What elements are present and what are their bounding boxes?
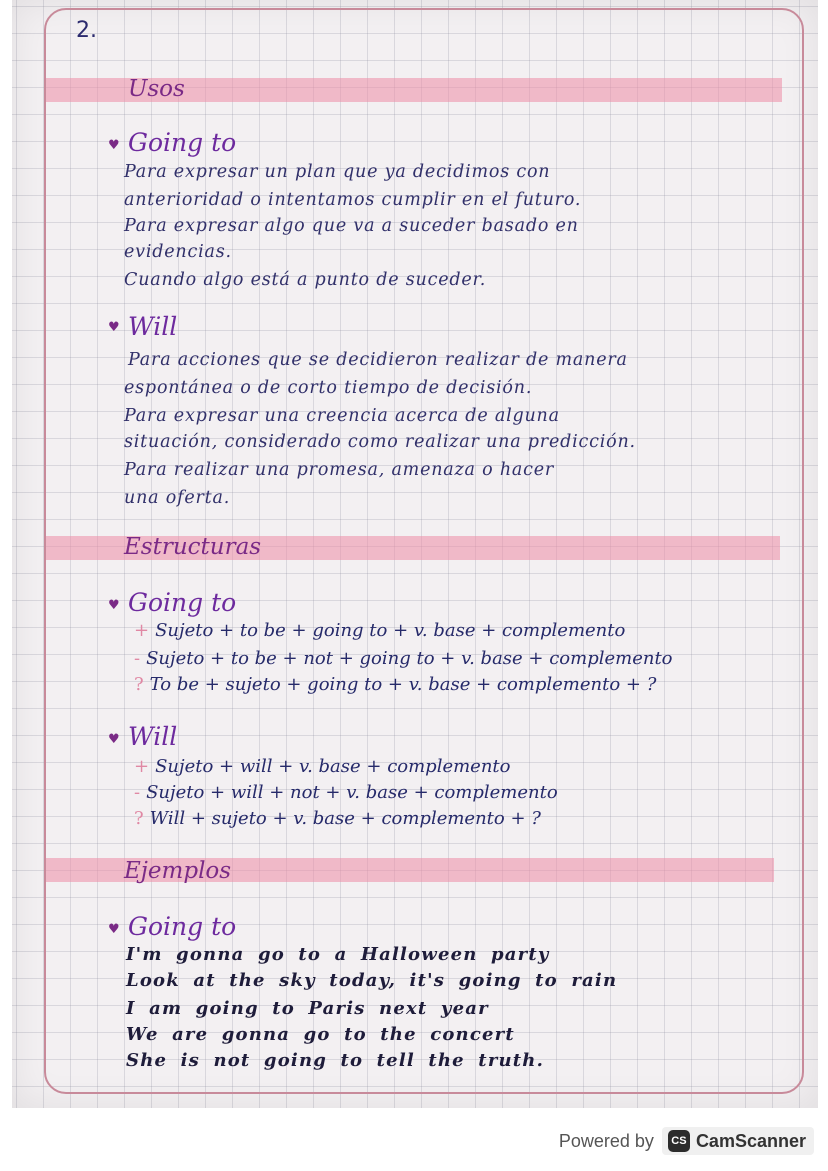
structure-negative bbox=[134, 782, 558, 803]
usos-going-to-line: anterioridad o intentamos cumplir en el futuro. bbox=[124, 190, 582, 210]
structure-affirmative bbox=[134, 620, 625, 641]
structure-text: Sujeto + will + v. base + complemento bbox=[155, 756, 511, 777]
page-number: 2. bbox=[76, 18, 97, 43]
subheading-usos-will: Will bbox=[128, 312, 178, 341]
heart-bullet-icon: ♥ bbox=[108, 922, 120, 937]
structure-text: Sujeto + to be + not + going to + v. base + complemento bbox=[146, 648, 673, 669]
heart-bullet-icon: ♥ bbox=[108, 598, 120, 613]
example-sentence: I'm gonna go to a Halloween party bbox=[126, 944, 550, 965]
camscanner-brand: CamScanner bbox=[695, 1130, 806, 1151]
usos-going-to-line: Para expresar un plan que ya decidimos con bbox=[124, 162, 551, 182]
structure-text: Sujeto + to be + going to + v. base + complemento bbox=[155, 620, 626, 641]
usos-will-line: situación, considerado como realizar una predicción. bbox=[124, 432, 636, 452]
heart-bullet-icon: ♥ bbox=[108, 732, 120, 747]
usos-going-to-line: Para expresar algo que va a suceder basado en bbox=[124, 216, 579, 236]
camscanner-watermark bbox=[559, 1124, 814, 1158]
minus-symbol: - bbox=[134, 648, 141, 669]
structure-text: Will + sujeto + v. base + complemento + ? bbox=[149, 808, 541, 829]
plus-symbol: + bbox=[134, 756, 150, 777]
usos-going-to-line: evidencias. bbox=[124, 242, 232, 262]
example-sentence: Look at the sky today, it's going to rain bbox=[126, 970, 618, 991]
structure-text: To be + sujeto + going to + v. base + complemento + ? bbox=[149, 674, 657, 695]
subheading-estructuras-going-to: Going to bbox=[128, 588, 237, 617]
plus-symbol: + bbox=[134, 620, 150, 641]
example-sentence: She is not going to tell the truth. bbox=[126, 1050, 545, 1071]
heart-bullet-icon: ♥ bbox=[108, 138, 120, 153]
subheading-estructuras-will: Will bbox=[128, 722, 178, 751]
usos-going-to-line: Cuando algo está a punto de suceder. bbox=[124, 270, 487, 290]
powered-by-label: Powered by bbox=[558, 1130, 654, 1151]
structure-question bbox=[134, 808, 541, 829]
section-title-ejemplos: Ejemplos bbox=[124, 858, 232, 884]
question-symbol: ? bbox=[134, 674, 144, 695]
subheading-usos-going-to: Going to bbox=[128, 128, 237, 157]
example-sentence: I am going to Paris next year bbox=[126, 998, 489, 1019]
structure-affirmative bbox=[134, 756, 511, 777]
minus-symbol: - bbox=[134, 782, 141, 803]
subheading-ejemplos-going-to: Going to bbox=[128, 912, 237, 941]
heart-bullet-icon: ♥ bbox=[108, 320, 120, 335]
camscanner-logo bbox=[662, 1127, 814, 1155]
usos-will-line: Para realizar una promesa, amenaza o hacer bbox=[124, 460, 555, 480]
usos-will-line: una oferta. bbox=[124, 488, 231, 508]
structure-negative bbox=[134, 648, 673, 669]
section-title-usos: Usos bbox=[128, 76, 185, 102]
example-sentence: We are gonna go to the concert bbox=[126, 1024, 515, 1045]
usos-will-line: Para acciones que se decidieron realizar de manera bbox=[128, 350, 628, 370]
question-symbol: ? bbox=[134, 808, 144, 829]
structure-question bbox=[134, 674, 656, 695]
usos-will-line: Para expresar una creencia acerca de alguna bbox=[124, 406, 560, 426]
camscanner-icon: CS bbox=[668, 1130, 690, 1152]
usos-will-line: espontánea o de corto tiempo de decisión. bbox=[124, 378, 533, 398]
structure-text: Sujeto + will + not + v. base + complemento bbox=[146, 782, 558, 803]
section-title-estructuras: Estructuras bbox=[124, 534, 262, 560]
